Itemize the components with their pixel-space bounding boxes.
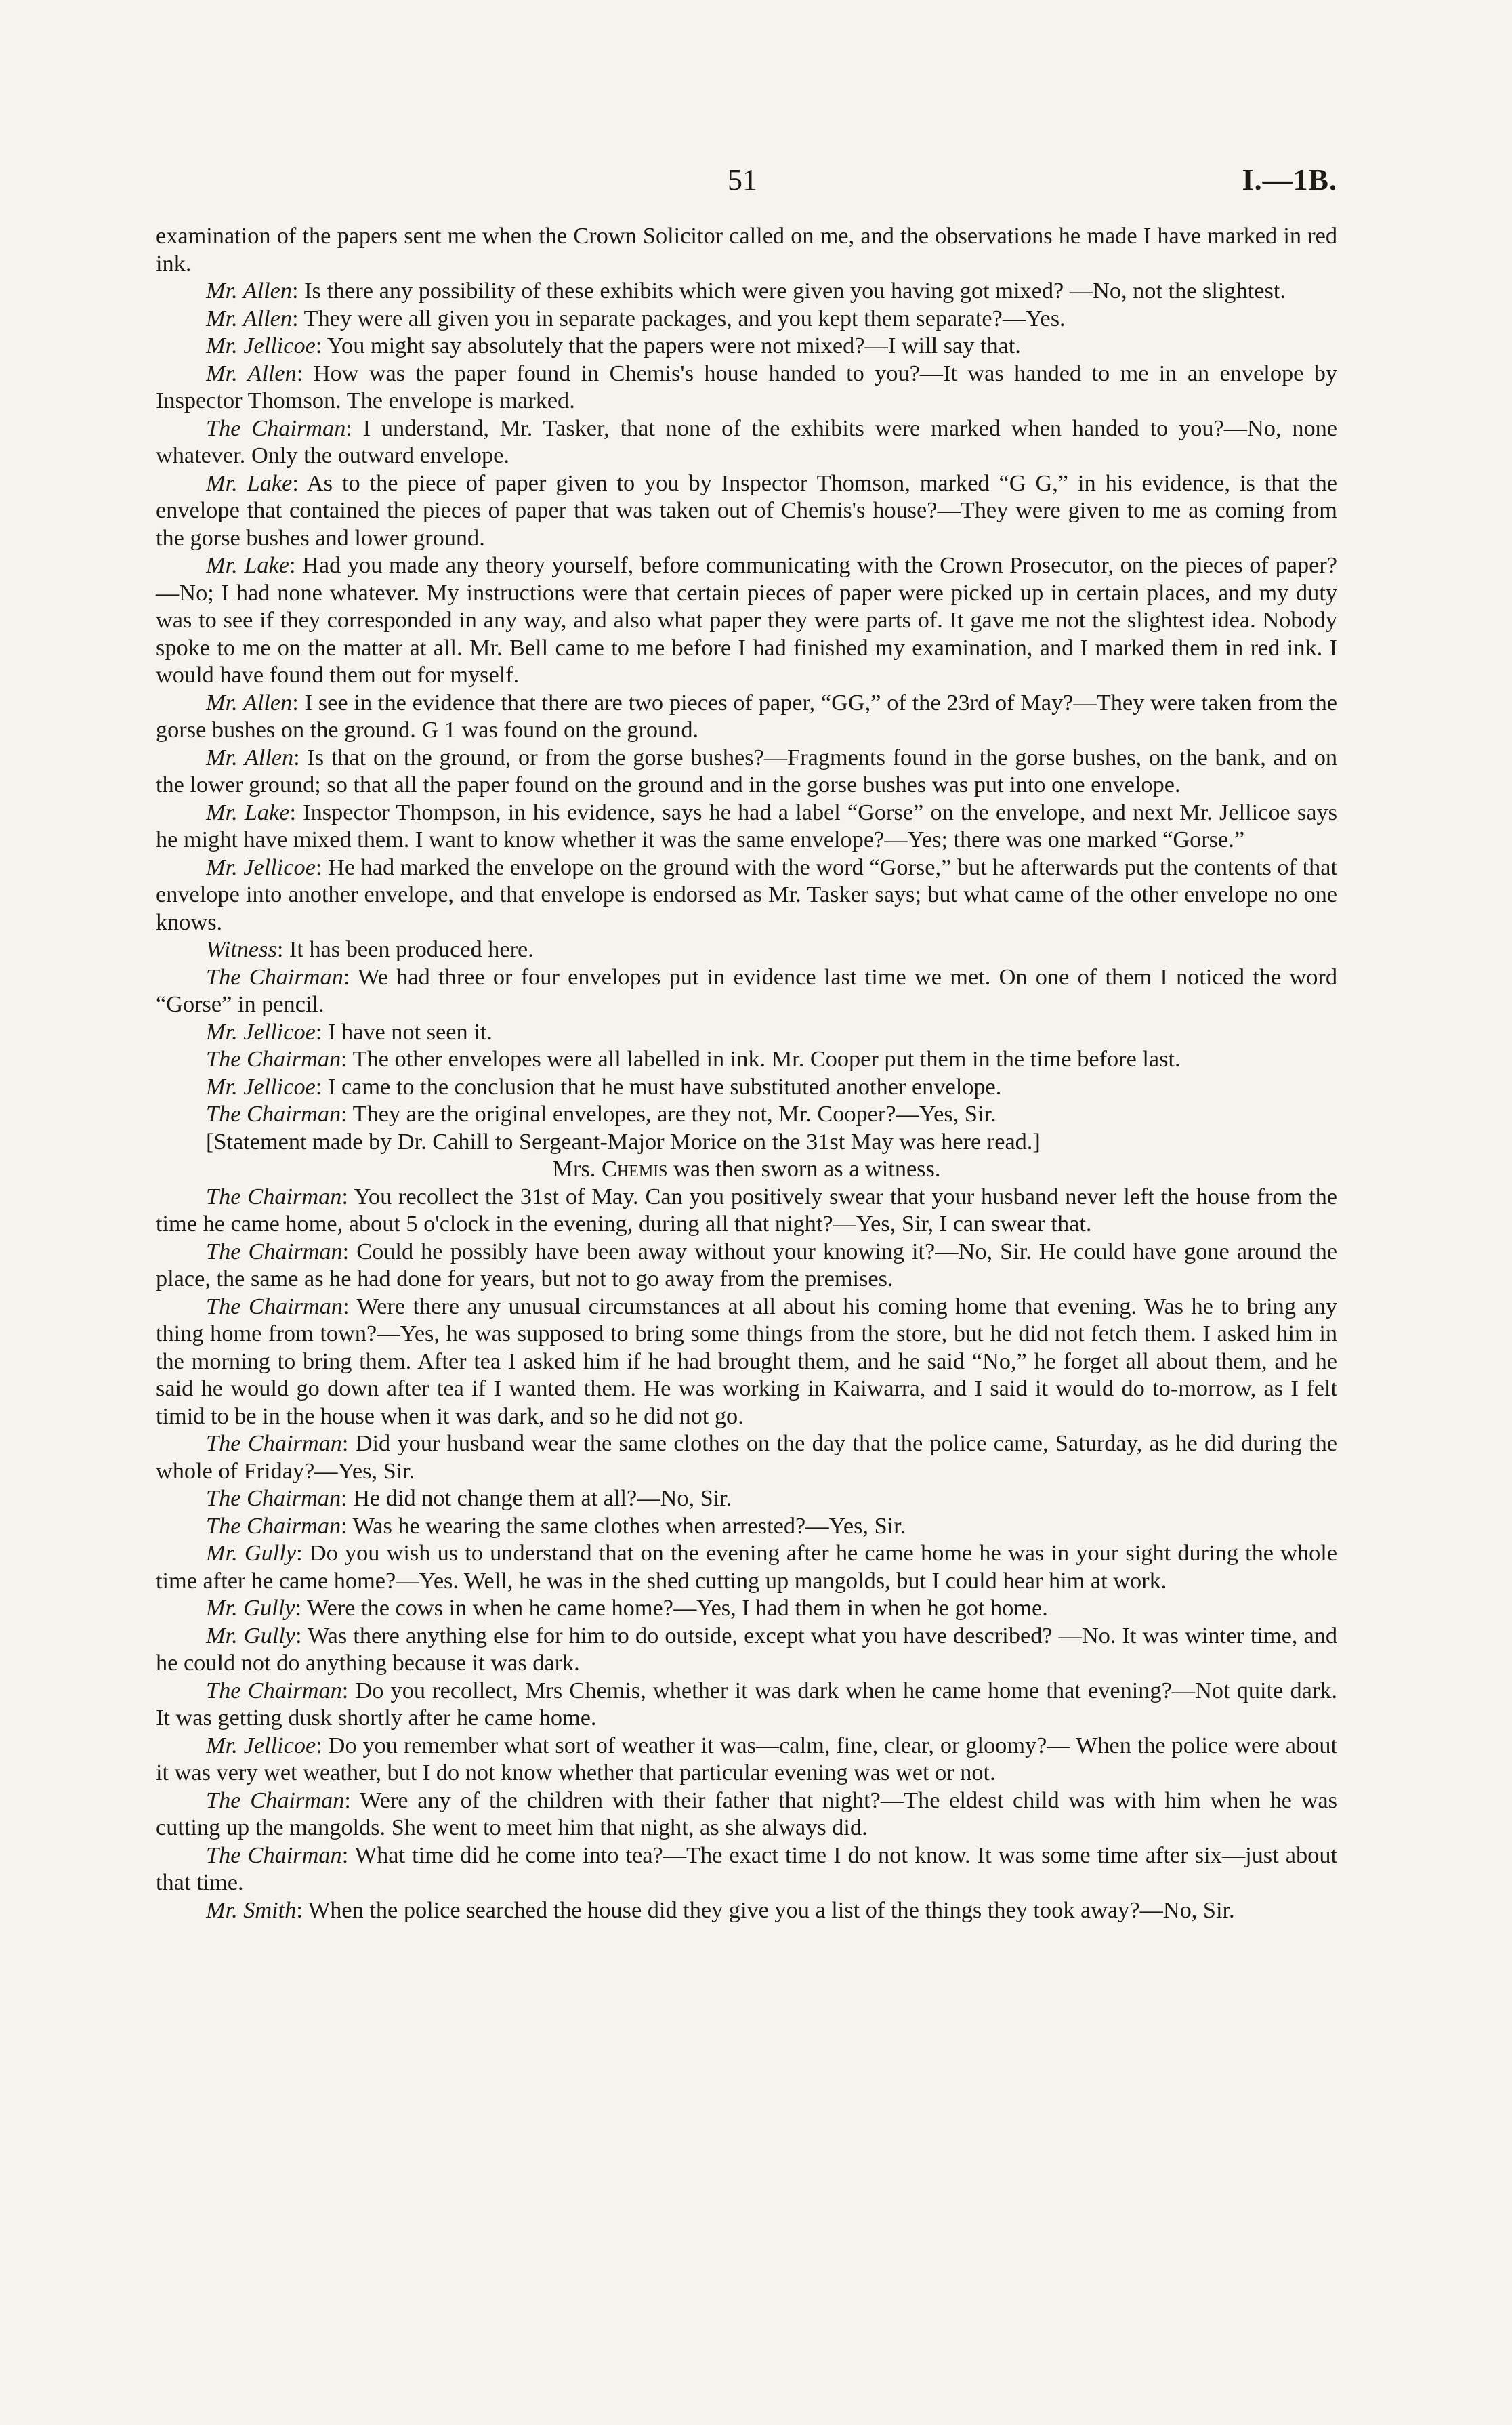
paragraph-text: : He did not change them at all?—No, Sir.	[341, 1485, 732, 1511]
testimony-paragraph	[156, 1238, 1337, 1293]
testimony-paragraph	[156, 1073, 1337, 1101]
testimony-paragraph	[156, 332, 1337, 360]
paragraph-text: : Could he possibly have been away without your knowing it?—No, Sir. He could have gone around the place, the same as he had done for years, but not to go away from the premises.	[156, 1238, 1337, 1291]
speaker-name: The Chairman	[206, 1842, 342, 1868]
paragraph-text: : What time did he come into tea?—The exact time I do not know. It was some time after six—just about that time.	[156, 1842, 1337, 1895]
paragraph-text: : Do you remember what sort of weather it was—calm, fine, clear, or gloomy?— When the police were about it was very wet weather, but I do not know whether that particular evening was wet or not.	[156, 1732, 1338, 1785]
testimony-paragraph	[156, 1293, 1337, 1430]
body-text	[156, 222, 1337, 1924]
paragraph-text: : I came to the conclusion that he must have substituted another envelope.	[315, 1073, 1002, 1100]
speaker-name: Mr. Lake	[206, 470, 293, 496]
testimony-paragraph	[156, 1045, 1337, 1073]
speaker-name: Mr. Gully	[206, 1622, 296, 1649]
speaker-name: Mr. Allen	[206, 689, 293, 716]
paragraph-text: : Inspector Thompson, in his evidence, says he had a label “Gorse” on the envelope, and next Mr. Jellicoe says he might have mixed them. I want to know whether it was the same envelope?—Yes; there was one marked “Gorse.”	[156, 799, 1337, 852]
testimony-paragraph	[156, 1183, 1337, 1238]
speaker-name: The Chairman	[206, 1293, 343, 1319]
paragraph-text: : Did your husband wear the same clothes on the day that the police came, Saturday, as he did during the whole of Friday?—Yes, Sir.	[156, 1430, 1337, 1484]
paragraph-text: : I have not seen it.	[315, 1018, 492, 1045]
paragraph-text: : How was the paper found in Chemis's house handed to you?—It was handed to me in an envelope by Inspector Thomson. The envelope is marked.	[156, 360, 1337, 413]
testimony-paragraph	[156, 1430, 1337, 1485]
paragraph-text: : They are the original envelopes, are they not, Mr. Cooper?—Yes, Sir.	[341, 1101, 996, 1127]
testimony-paragraph	[156, 1100, 1337, 1128]
page-reference: I.—1B.	[1242, 163, 1337, 196]
speaker-name: The Chairman	[206, 1512, 341, 1539]
testimony-paragraph	[156, 936, 1337, 963]
paragraph-text: : You recollect the 31st of May. Can you positively swear that your husband never left the house from the time he came home, about 5 o'clock in the evening, during all that night?—Yes, Sir, I can swear that.	[156, 1183, 1337, 1237]
paragraph-text: : Were there any unusual circumstances at all about his coming home that evening. Was he to bring any thing home from town?—Yes, he was supposed to bring some things from the store, but he did not fetch them. I asked him in the morning to bring them. After tea I asked him if he had brought them, and he said “No,” he forget all about them, and he said he would go down after tea if I wanted them. He was working in Kaiwarra, and I said it would do to-morrow, as I felt timid to be in the house when it was dark, and so he did not go.	[156, 1293, 1338, 1429]
speaker-name: Mr. Allen	[206, 360, 297, 386]
page-header	[156, 163, 1337, 210]
speaker-name: Mr. Lake	[206, 552, 289, 578]
testimony-paragraph	[156, 1732, 1337, 1787]
paragraph-text: : We had three or four envelopes put in evidence last time we met. On one of them I noticed the word “Gorse” in pencil.	[156, 963, 1337, 1017]
paragraph-text: : When the police searched the house did they give you a list of the things they took away?—No, Sir.	[296, 1897, 1235, 1923]
paragraph-text: : It has been produced here.	[276, 936, 534, 962]
speaker-name: The Chairman	[206, 1677, 342, 1703]
testimony-paragraph	[156, 360, 1337, 415]
speaker-name: Witness	[206, 936, 277, 962]
paragraph-text: : As to the piece of paper given to you by Inspector Thomson, marked “G G,” in his evidence, is that the envelope that contained the pieces of paper that was taken out of Chemis's house?—They were given to me as coming from the gorse bushes and lower ground.	[156, 470, 1338, 551]
speaker-name: Mr. Lake	[206, 799, 290, 825]
paragraph-text: : He had marked the envelope on the ground with the word “Gorse,” but he afterwards put the contents of that envelope into another envelope, and that envelope is endorsed as Mr. Tasker says; but what came of the other envelope no one knows.	[156, 854, 1338, 935]
paragraph-text: : The other envelopes were all labelled in ink. Mr. Cooper put them in the time before last.	[341, 1046, 1181, 1072]
testimony-paragraph	[156, 1512, 1337, 1540]
paragraph-text: : Is that on the ground, or from the gorse bushes?—Fragments found in the gorse bushes, on the bank, and on the lower ground; so that all the paper found on the ground and in the gorse bushes was put into one envelope.	[156, 744, 1337, 797]
testimony-paragraph	[156, 1842, 1337, 1897]
heading-witness-name: Chemis	[601, 1156, 668, 1182]
speaker-name: Mr. Allen	[206, 278, 293, 304]
testimony-paragraph	[156, 1622, 1337, 1677]
speaker-name: Mr. Gully	[206, 1540, 297, 1566]
speaker-name: Mr. Jellicoe	[206, 333, 316, 358]
speaker-name: Mr. Gully	[206, 1595, 295, 1621]
testimony-paragraph	[156, 963, 1337, 1018]
paragraph-text: : Had you made any theory yourself, before communicating with the Crown Prosecutor, on the pieces of paper?—No; I had none whatever. My instructions were that certain pieces of paper were picked up in certain places, and my duty was to see if they corresponded in any way, and also what paper they were parts of. It gave me not the slightest idea. Nobody spoke to me on the matter at all. Mr. Bell came to me before I had finished my examination, and I marked them in red ink. I would have found them out for myself.	[156, 552, 1337, 688]
testimony-paragraph	[156, 689, 1337, 744]
testimony-paragraph	[156, 470, 1337, 552]
testimony-paragraph	[156, 552, 1337, 689]
speaker-name: Mr. Allen	[206, 744, 294, 770]
testimony-paragraph	[156, 1485, 1337, 1512]
testimony-paragraph	[156, 277, 1337, 305]
speaker-name: Mr. Jellicoe	[206, 1073, 316, 1100]
paragraph-text: : Do you wish us to understand that on the evening after he came home he was in your sight during the whole time after he came home?—Yes. Well, he was in the shed cutting up mangolds, but I could hear him at work.	[156, 1540, 1337, 1594]
paragraph-text: : I see in the evidence that there are two pieces of paper, “GG,” of the 23rd of May?—They were taken from the gorse bushes on the ground. G 1 was found on the ground.	[156, 689, 1337, 743]
testimony-paragraph	[156, 854, 1337, 936]
heading-text: Mrs.	[552, 1156, 602, 1182]
speaker-name: Mr. Jellicoe	[206, 1018, 316, 1045]
speaker-name: The Chairman	[206, 415, 346, 441]
testimony-paragraph	[156, 1018, 1337, 1046]
speaker-name: The Chairman	[206, 1101, 341, 1127]
paragraph-text: : Were any of the children with their father that night?—The eldest child was with him when he was cutting up the mangolds. She went to meet him that night, as she always did.	[156, 1787, 1337, 1840]
testimony-paragraph	[156, 744, 1337, 799]
speaker-name: Mr. Smith	[206, 1897, 297, 1923]
paragraph-text: : Was there anything else for him to do outside, except what you have described? —No. It was winter time, and he could not do anything because it was dark.	[156, 1622, 1337, 1676]
speaker-name: The Chairman	[206, 1238, 343, 1264]
paragraph-text: examination of the papers sent me when the Crown Solicitor called on me, and the observations he made I have marked in red ink.	[156, 223, 1337, 276]
speaker-name: The Chairman	[206, 963, 343, 990]
testimony-paragraph	[156, 1897, 1337, 1924]
paragraph-text: [Statement made by Dr. Cahill to Sergeant-Major Morice on the 31st May was here read.]	[206, 1128, 1041, 1155]
testimony-paragraph	[156, 799, 1337, 854]
paragraph-text: : I understand, Mr. Tasker, that none of the exhibits were marked when handed to you?—No, none whatever. Only the outward envelope.	[156, 415, 1337, 468]
testimony-paragraph	[156, 222, 1337, 277]
witness-sworn-heading	[156, 1155, 1337, 1183]
speaker-name: The Chairman	[206, 1787, 345, 1813]
testimony-paragraph	[156, 1539, 1337, 1594]
page-number: 51	[728, 163, 757, 196]
testimony-paragraph	[156, 1594, 1337, 1622]
testimony-paragraph	[156, 1787, 1337, 1842]
speaker-name: The Chairman	[206, 1430, 342, 1456]
testimony-paragraph	[156, 305, 1337, 333]
speaker-name: Mr. Jellicoe	[206, 854, 316, 880]
speaker-name: Mr. Jellicoe	[206, 1732, 316, 1758]
speaker-name: The Chairman	[206, 1046, 341, 1072]
paragraph-text: : Were the cows in when he came home?—Yes, I had them in when he got home.	[295, 1595, 1048, 1621]
heading-text: was then sworn as a witness.	[667, 1156, 941, 1182]
paragraph-text: : Is there any possibility of these exhibits which were given you having got mixed? —No, not the slightest.	[292, 278, 1286, 304]
speaker-name: The Chairman	[206, 1183, 342, 1209]
editorial-note	[156, 1128, 1337, 1156]
paragraph-text: : Do you recollect, Mrs Chemis, whether it was dark when he came home that evening?—Not quite dark. It was getting dusk shortly after he came home.	[156, 1677, 1337, 1730]
speaker-name: The Chairman	[206, 1485, 341, 1511]
testimony-paragraph	[156, 1677, 1337, 1732]
testimony-paragraph	[156, 415, 1337, 470]
speaker-name: Mr. Allen	[206, 305, 293, 331]
paragraph-text: : You might say absolutely that the papers were not mixed?—I will say that.	[315, 333, 1022, 358]
paragraph-text: : Was he wearing the same clothes when arrested?—Yes, Sir.	[341, 1512, 906, 1539]
paragraph-text: : They were all given you in separate packages, and you kept them separate?—Yes.	[292, 305, 1066, 331]
